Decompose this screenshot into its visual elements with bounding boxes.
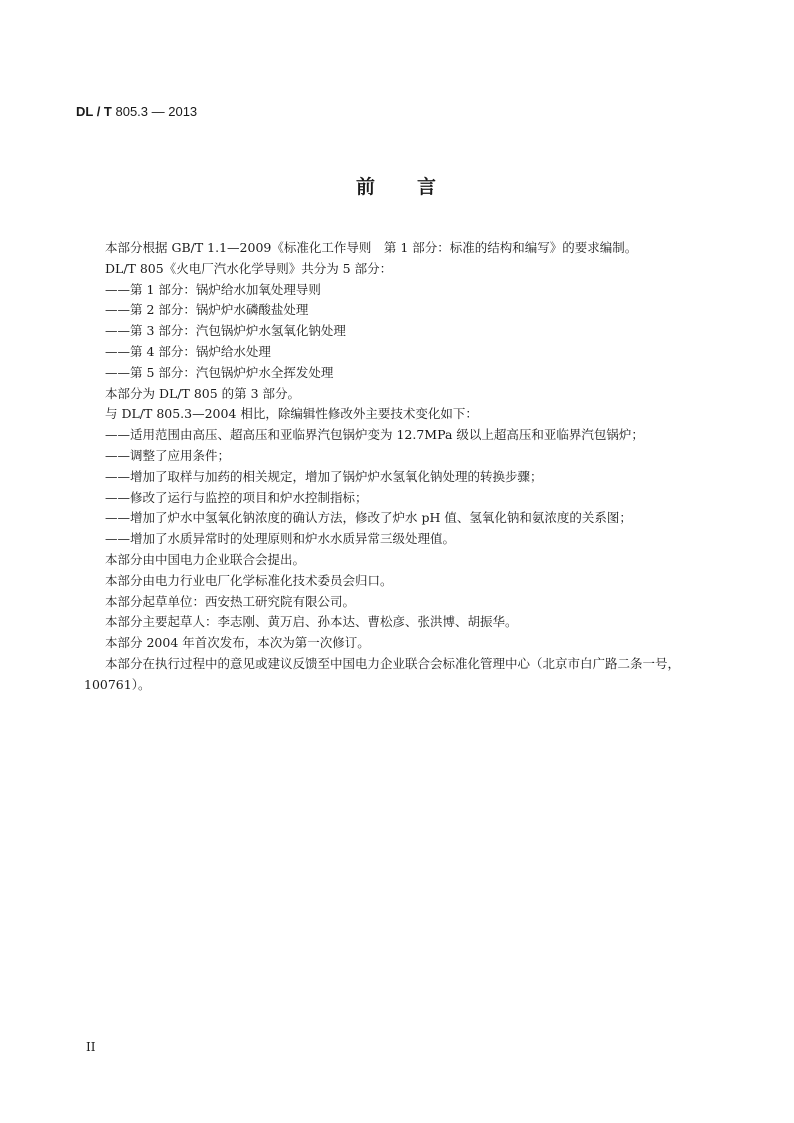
paragraph: 本部分由中国电力企业联合会提出。: [105, 551, 306, 567]
paragraph: 本部分起草单位：西安热工研究院有限公司。: [105, 593, 356, 609]
foreword-body: [84, 238, 710, 696]
document-code-number: 805.3 — 2013: [111, 104, 198, 119]
list-item: ——适用范围由高压、超高压和亚临界汽包锅炉变为 12.7MPa 级以上超高压和亚临界汽包锅炉；: [105, 427, 644, 443]
paragraph: 本部分根据 GB/T 1.1—2009《标准化工作导则 第 1 部分：标准的结构和编写》的要求编制。: [105, 240, 638, 255]
page-number: II: [86, 1040, 96, 1054]
paragraph: DL/T 805《火电厂汽水化学导则》共分为 5 部分：: [105, 260, 393, 276]
list-item: ——增加了炉水中氢氧化钠浓度的确认方法，修改了炉水 pH 值、氢氧化钠和氨浓度的关系图；: [105, 510, 632, 526]
page-title-char-2: 言: [417, 176, 439, 198]
paragraph: 与 DL/T 805.3—2004 相比，除编辑性修改外主要技术变化如下：: [105, 406, 478, 422]
paragraph: 本部分在执行过程中的意见或建议反馈至中国电力企业联合会标准化管理中心（北京市白广路二条一号，100761）。: [84, 655, 681, 692]
list-item: ——增加了水质异常时的处理原则和炉水水质异常三级处理值。: [105, 531, 456, 547]
list-item: ——增加了取样与加药的相关规定，增加了锅炉炉水氢氧化钠处理的转换步骤；: [105, 468, 543, 484]
paragraph: 本部分主要起草人：李志刚、黄万启、孙本达、曹松彦、张洪博、胡振华。: [105, 614, 518, 630]
paragraph: 本部分 2004 年首次发布，本次为第一次修订。: [105, 635, 370, 651]
list-item: ——第 1 部分：锅炉给水加氧处理导则: [105, 281, 321, 297]
list-item: ——第 2 部分：锅炉炉水磷酸盐处理: [105, 302, 309, 318]
list-item: ——第 4 部分：锅炉给水处理: [105, 343, 271, 359]
paragraph: 本部分为 DL/T 805 的第 3 部分。: [105, 385, 301, 401]
list-item: ——调整了应用条件；: [105, 447, 231, 463]
list-item: ——第 3 部分：汽包锅炉炉水氢氧化钠处理: [105, 323, 346, 339]
page-title-char-1: 前: [355, 176, 377, 198]
paragraph: 本部分由电力行业电厂化学标准化技术委员会归口。: [105, 572, 393, 588]
list-item: ——第 5 部分：汽包锅炉炉水全挥发处理: [105, 364, 334, 380]
page-title: [0, 172, 794, 199]
document-code-prefix: DL / T: [76, 104, 112, 119]
document-code: [76, 104, 197, 119]
list-item: ——修改了运行与监控的项目和炉水控制指标；: [105, 489, 368, 505]
